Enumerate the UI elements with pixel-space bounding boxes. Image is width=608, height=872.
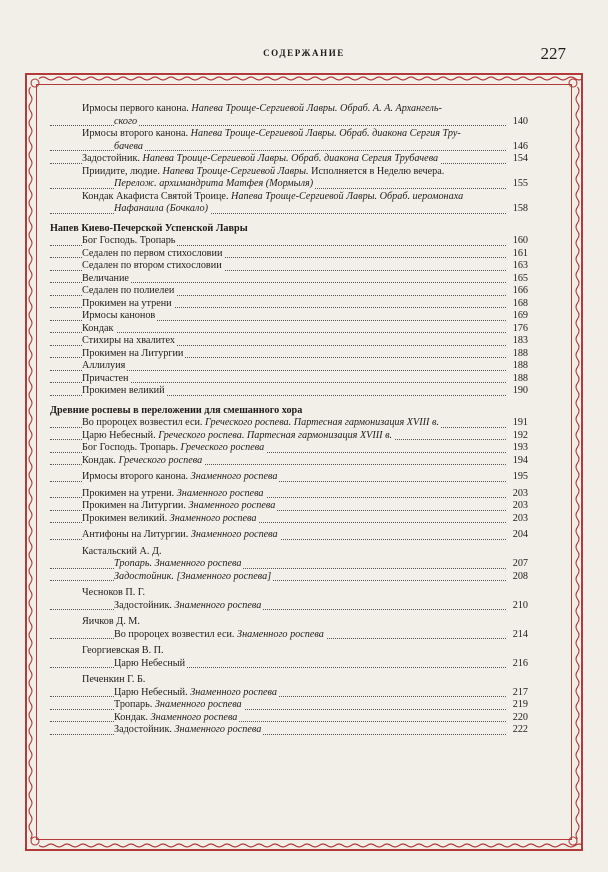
entry-title: Прокимен великий. [82, 512, 170, 524]
entry-title: Антифоны на Литургии. [82, 529, 191, 540]
entry-title: Кондак [82, 322, 114, 334]
page-ref: 161 [510, 248, 528, 261]
entry-attribution: Греческого роспева [180, 442, 265, 453]
toc-entry [50, 166, 528, 179]
entry-attribution: Греческого роспева. Партесная гармонизация XVIII в. [205, 417, 439, 428]
toc-entry [50, 323, 528, 336]
entry-attribution: Знаменного роспева [190, 529, 278, 540]
page-ref: 165 [510, 273, 528, 286]
toc-entry [50, 587, 528, 600]
toc-entry [50, 687, 528, 700]
page-ref: 203 [510, 513, 528, 526]
page-ref: 188 [510, 373, 528, 386]
entry-title: Бог Господь. Тропарь. [82, 442, 181, 453]
entry-attribution: Знаменного роспева [190, 686, 278, 698]
toc-entry [50, 285, 528, 298]
toc-entry [50, 430, 528, 443]
entry-title: Кондак Акафиста Святой Троице. [82, 190, 232, 202]
entry-title: Ирмосы второго канона. [82, 471, 191, 482]
entry-title: Георгиевская В. П. [82, 645, 164, 656]
entry-title: Кастальский А. Д. [82, 545, 162, 557]
page-number: 227 [540, 44, 566, 63]
table-of-contents [50, 103, 528, 737]
page-ref: 176 [510, 323, 528, 336]
toc-entry [50, 298, 528, 311]
page-ref: 160 [510, 235, 528, 248]
entry-title: Яичков Д. М. [82, 616, 140, 627]
entry-attribution: Тропарь. Знаменного роспева [114, 558, 242, 569]
toc-entry [50, 335, 528, 348]
entry-note: Исполняется в Неделю вечера. [308, 165, 445, 177]
page-ref: 210 [510, 600, 528, 613]
entry-title: Царю Небесный [114, 657, 186, 669]
toc-entry [50, 235, 528, 248]
toc-entry [50, 455, 528, 468]
toc-entry [50, 417, 528, 430]
entry-title: Во пророцех возвестил еси. [82, 417, 206, 428]
toc-entry [50, 571, 528, 584]
page-ref: 155 [510, 178, 528, 191]
leader-dots [50, 332, 506, 333]
toc-entry [50, 674, 528, 687]
toc-entry [50, 248, 528, 261]
page-ref: 163 [510, 260, 528, 273]
entry-title: Задостойник. [114, 599, 175, 611]
toc-entry [50, 260, 528, 273]
entry-title: Аллилуия [82, 360, 126, 371]
page-ref: 193 [510, 442, 528, 455]
toc-entry [50, 273, 528, 286]
entry-title: Седален по полиелеи [82, 285, 175, 296]
entry-attribution: бачева [114, 140, 143, 152]
page-ref: 203 [510, 500, 528, 513]
page-ref: 190 [510, 385, 528, 398]
entry-title: Чесноков П. Г. [82, 587, 146, 598]
entry-attribution: ского [114, 115, 138, 127]
entry-attribution: Знаменного роспева [174, 599, 262, 611]
entry-title: Приидите, людие. [82, 165, 163, 177]
page-ref: 203 [510, 488, 528, 501]
toc-entry [50, 348, 528, 361]
entry-title: Прокимен на утрени [82, 297, 172, 309]
toc-entry [50, 658, 528, 671]
entry-attribution: Задостойник. [Знаменного роспева] [114, 570, 272, 582]
toc-entry [50, 360, 528, 373]
page-ref: 166 [510, 285, 528, 298]
entry-title: Царю Небесный. [114, 686, 191, 698]
entry-title: Печенкин Г. Б. [82, 674, 146, 685]
entry-title: Тропарь. [114, 699, 155, 710]
page-ref: 216 [510, 658, 528, 671]
entry-attribution: Знаменного роспева [190, 471, 278, 482]
running-head: СОДЕРЖАНИЕ [263, 48, 345, 58]
toc-entry [50, 629, 528, 642]
entry-title: Прокимен на Литургии [82, 347, 184, 359]
entry-title: Причастен [82, 372, 129, 384]
entry-title: Задостойник. [82, 153, 143, 164]
entry-attribution: Знаменного роспева [154, 699, 242, 710]
toc-entry [50, 203, 528, 216]
entry-attribution: Напева Троице-Сергиевой Лавры. Обраб. диакона Сергия Трубачева [142, 153, 439, 164]
page-ref: 192 [510, 430, 528, 443]
toc-entry [50, 616, 528, 629]
entry-attribution: Знаменного роспева [174, 724, 262, 735]
toc-entry [50, 310, 528, 323]
entry-attribution: Напева Троице-Сергиевой Лавры. Обраб. диакона Сергия Тру- [190, 128, 461, 139]
entry-attribution: Знаменного роспева [237, 628, 324, 640]
entry-title: Кондак. [82, 454, 119, 466]
entry-title: Прокимен великий [82, 385, 165, 396]
toc-entry [50, 116, 528, 129]
toc-entry [50, 645, 528, 658]
page-ref: 154 [510, 153, 528, 166]
section-heading: Древние роспевы в переложении для смешанного хора [50, 404, 303, 416]
entry-attribution: Знаменного роспева [169, 512, 257, 524]
page-ref: 222 [510, 724, 528, 737]
page-ref: 204 [510, 529, 528, 542]
entry-title: Бог Господь. Тропарь [82, 235, 176, 246]
page-ref: 219 [510, 699, 528, 712]
toc-entry [50, 558, 528, 571]
entry-title: Ирмосы второго канона. [82, 128, 191, 139]
page-ref: 191 [510, 417, 528, 430]
entry-attribution: Перелож. архимандрита Матфея (Мормыля) [114, 178, 314, 189]
toc-entry [50, 128, 528, 141]
entry-title: Ирмосы канонов [82, 310, 156, 321]
toc-entry [50, 699, 528, 712]
entry-attribution: Знаменного роспева [150, 711, 238, 723]
entry-attribution: Напева Троице-Сергиевой Лавры. [162, 165, 309, 177]
entry-title: Стихиры на хвалитех [82, 335, 175, 346]
entry-title: Ирмосы первого канона. [82, 103, 192, 114]
toc-entry [50, 385, 528, 398]
page-ref: 207 [510, 558, 528, 571]
entry-attribution: Напева Троице-Сергиевой Лавры. Обраб. А. А. Архангель- [191, 103, 442, 114]
page-ref: 169 [510, 310, 528, 323]
entry-title: Седален по втором стихословии [82, 260, 222, 271]
toc-entry [50, 178, 528, 191]
entry-title: Прокимен на утрени. [82, 487, 177, 499]
entry-attribution: Знаменного роспева [176, 487, 264, 499]
toc-entry [50, 500, 528, 513]
toc-entry [50, 488, 528, 501]
toc-entry [50, 712, 528, 725]
toc-entry [50, 103, 528, 116]
page-ref: 140 [510, 116, 528, 129]
entry-attribution: Греческого роспева. Партесная гармонизация XVIII в. [158, 429, 393, 441]
toc-entry [50, 373, 528, 386]
toc-entry [50, 471, 528, 484]
page-ref: 188 [510, 348, 528, 361]
entry-title: Величание [82, 272, 129, 284]
page-ref: 183 [510, 335, 528, 348]
toc-entry [50, 546, 528, 559]
page-ref: 158 [510, 203, 528, 216]
entry-attribution: Напева Троице-Сергиевой Лавры. Обраб. иеромонаха [231, 190, 464, 202]
toc-entry [50, 191, 528, 204]
toc-entry [50, 529, 528, 542]
entry-title: Прокимен на Литургии. [82, 500, 189, 511]
page-ref: 188 [510, 360, 528, 373]
entry-attribution: Греческого роспева [118, 454, 203, 466]
entry-attribution: Нафанаила (Бочкало) [114, 203, 208, 214]
toc-entry [50, 153, 528, 166]
toc-entry [50, 442, 528, 455]
section-heading: Напев Киево-Печерской Успенской Лавры [50, 222, 248, 234]
page-ref: 208 [510, 571, 528, 584]
page-ref: 168 [510, 298, 528, 311]
entry-title: Задостойник. [114, 724, 175, 735]
toc-entry [50, 600, 528, 613]
toc-entry [50, 724, 528, 737]
entry-attribution: Знаменного роспева [188, 500, 276, 511]
page-ref: 194 [510, 455, 528, 468]
entry-title: Во пророцех возвестил еси. [114, 628, 238, 640]
page-ref: 195 [510, 471, 528, 484]
entry-title: Седален по первом стихословии [82, 247, 223, 259]
toc-entry [50, 141, 528, 154]
page-ref: 217 [510, 687, 528, 700]
entry-title: Кондак. [114, 711, 151, 723]
entry-title: Царю Небесный. [82, 429, 159, 441]
toc-entry [50, 513, 528, 526]
page-ref: 220 [510, 712, 528, 725]
page-ref: 214 [510, 629, 528, 642]
page-ref: 146 [510, 141, 528, 154]
